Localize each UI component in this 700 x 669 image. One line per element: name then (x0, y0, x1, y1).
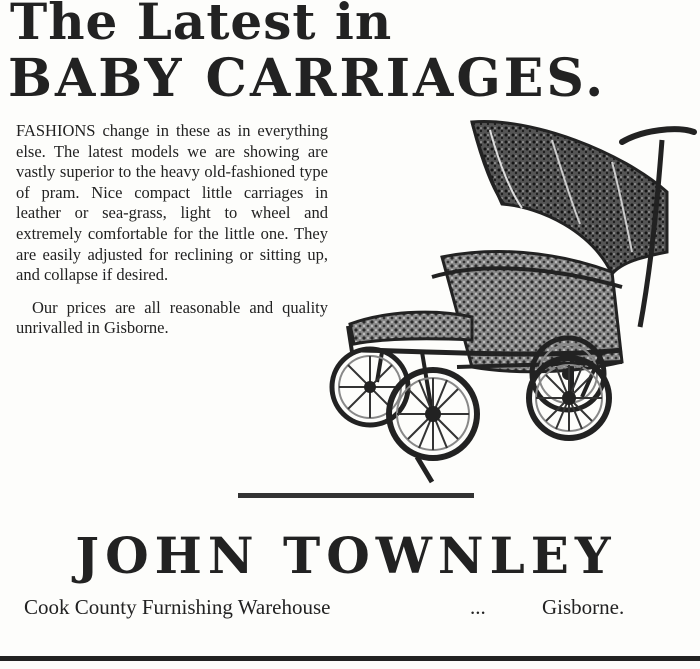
business-tagline (24, 594, 664, 620)
ad-body-text (16, 121, 328, 339)
baby-carriage-illustration (322, 112, 700, 502)
tagline-separator: ... (470, 595, 486, 619)
decorative-rule (238, 493, 474, 498)
town-name: Gisborne. (542, 595, 625, 619)
footrest (348, 312, 472, 352)
bottom-border-rule (0, 656, 700, 661)
wheel-front-left (389, 370, 477, 458)
headline-line-1: The Latest in (10, 0, 393, 51)
business-name: Cook County Furnishing Warehouse (24, 595, 331, 619)
body-paragraph-1: FASHIONS change in these as in everything else. The latest models we are showing are vastly superior to the heavy old-fashioned type of pram. Nice compact little carriages in leather or sea-grass, light to wheel and extremely comfortable for the little one. They are easily adjusted for reclining or sitting up, and collapse if desired. (16, 121, 328, 285)
wheel-front-right (529, 358, 609, 438)
advertiser-name: JOHN TOWNLEY (75, 526, 617, 585)
body-paragraph-2: Our prices are all reasonable and quality unrivalled in Gisborne. (16, 297, 328, 338)
headline-line-2: BABY CARRIAGES. (8, 48, 607, 109)
